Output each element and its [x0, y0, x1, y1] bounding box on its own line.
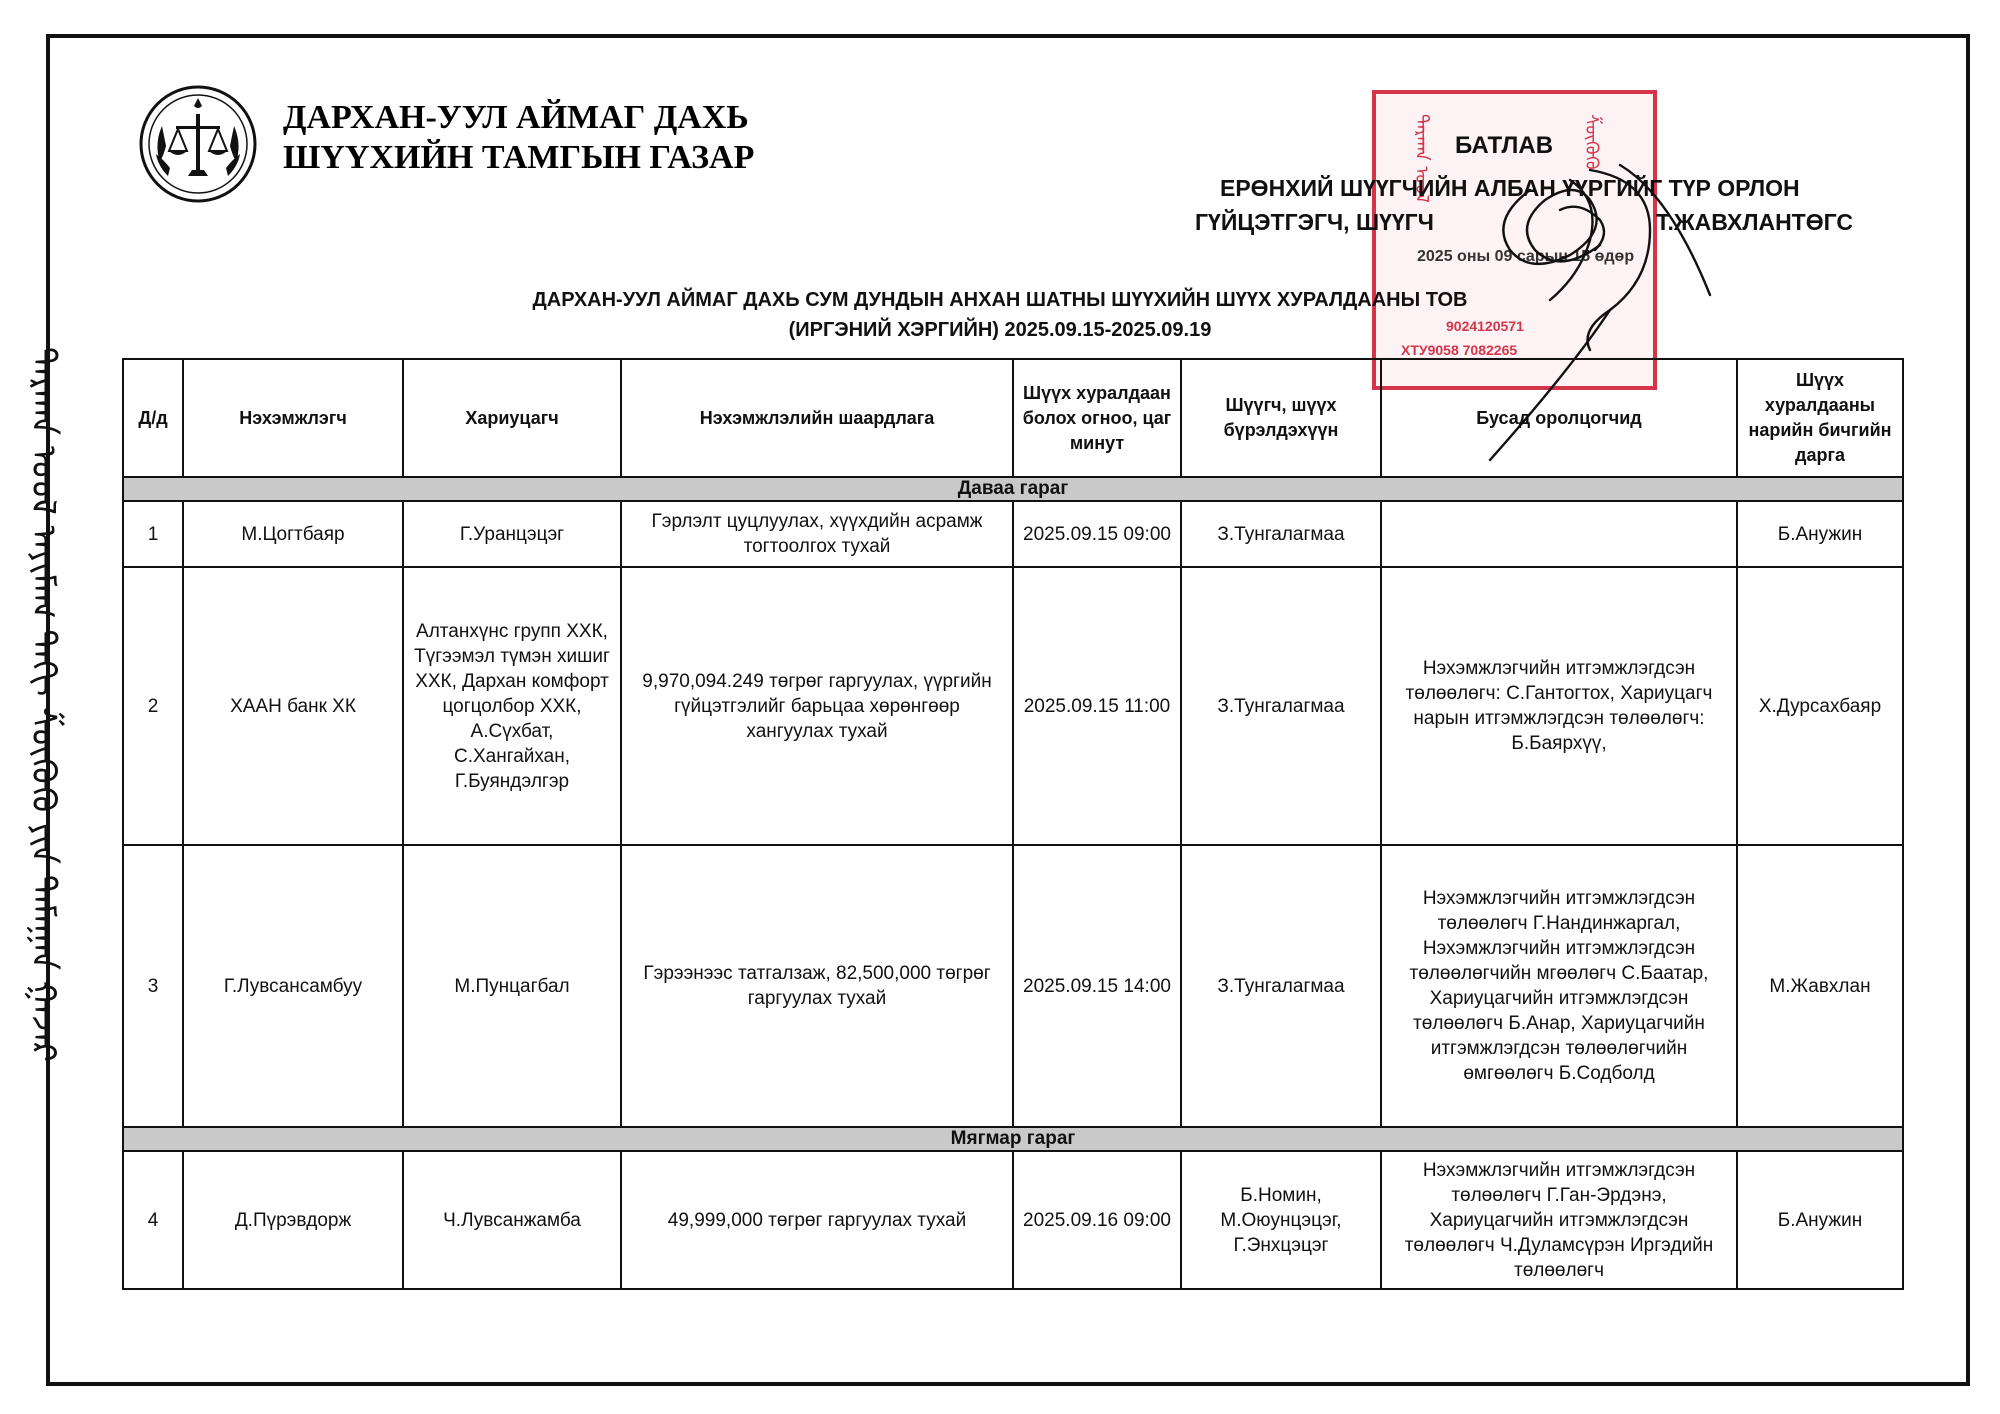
cell-judge: З.Тунгалагмаа	[1181, 501, 1381, 567]
cell-others: Нэхэмжлэгчийн итгэмжлэгдсэн төлөөлөгч Г.Ган-Эрдэнэ, Хариуцагчийн итгэмжлэгдсэн төлөөлөгч Ч.Дуламсүрэн Иргэдийн төлөөлөгч	[1381, 1151, 1737, 1289]
cell-others	[1381, 501, 1737, 567]
header-plaintiff: Нэхэмжлэгч	[183, 359, 403, 477]
cell-defendant: Алтанхүнс групп ХХК, Түгээмэл түмэн хишиг ХХК, Дархан комфорт цогцолбор ХХК, А.Сүхбат, С.Хангайхан, Г.Буяндэлгэр	[403, 567, 621, 845]
organization-name	[283, 98, 754, 178]
cell-plaintiff: ХААН банк ХК	[183, 567, 403, 845]
table-row	[123, 845, 1903, 1127]
cell-defendant: Ч.Лувсанжамба	[403, 1151, 621, 1289]
cell-datetime: 2025.09.15 14:00	[1013, 845, 1181, 1127]
document-title-line-1: ДАРХАН-УУЛ АЙМАГ ДАХЬ СУМ ДУНДЫН АНХАН ШАТНЫ ШҮҮХИЙН ШҮҮХ ХУРАЛДААНЫ ТОВ	[532, 289, 1468, 311]
header-claim: Нэхэмжлэлийн шаардлага	[621, 359, 1013, 477]
court-emblem-icon	[138, 84, 258, 204]
table-row	[123, 567, 1903, 845]
day-separator-row	[123, 477, 1903, 501]
document-title	[380, 285, 1620, 345]
document-title-line-2: (ИРГЭНИЙ ХЭРГИЙН) 2025.09.15-2025.09.19	[788, 319, 1212, 341]
table-header-row	[123, 359, 1903, 477]
table-row	[123, 1151, 1903, 1289]
cell-claim: Гэрээнээс татгалзаж, 82,500,000 төгрөг гаргуулах тухай	[621, 845, 1013, 1127]
vertical-script-margin	[8, 230, 78, 1180]
org-line-2: ШҮҮХИЙН ТАМГЫН ГАЗАР	[283, 139, 755, 176]
cell-claim: 49,999,000 төгрөг гаргуулах тухай	[621, 1151, 1013, 1289]
cell-judge: З.Тунгалагмаа	[1181, 567, 1381, 845]
mongolian-script-text: ᠳᠠᠷᠬᠠᠨ ᠤᠤᠯ ᠠᠶᠢᠮᠠᠭ ᠲᠠᠬᠢ ᠱᠦᠭᠦᠬᠦ ᠶᠢᠨ ᠲᠠᠮᠠᠭᠠᠨ ᠭᠠᠵᠠᠷ	[23, 347, 63, 1063]
header-others: Бусад оролцогчид	[1381, 359, 1737, 477]
header-defendant: Хариуцагч	[403, 359, 621, 477]
table-row	[123, 501, 1903, 567]
cell-no: 1	[123, 501, 183, 567]
header-no: Д/д	[123, 359, 183, 477]
cell-plaintiff: Г.Лувсансамбуу	[183, 845, 403, 1127]
cell-datetime: 2025.09.15 11:00	[1013, 567, 1181, 845]
cell-others: Нэхэмжлэгчийн итгэмжлэгдсэн төлөөлөгч Г.Нандинжаргал, Нэхэмжлэгчийн итгэмжлэгдсэн төлөөлөгчийн мгөөлөгч С.Баатар, Хариуцагчийн итгэмжлэгдсэн төлөөлөгч Б.Анар, Хариуцагчийн итгэмжлэгдсэн төлөөлөгчийн өмгөөлөгч Б.Содболд	[1381, 845, 1737, 1127]
approval-date: 2025 оны 09 сарын 15 өдөр	[1417, 248, 1635, 265]
cell-no: 3	[123, 845, 183, 1127]
org-line-1: ДАРХАН-УУЛ АЙМАГ ДАХЬ	[283, 99, 749, 136]
cell-secretary: Б.Анужин	[1737, 501, 1903, 567]
day-label: Даваа гараг	[123, 477, 1903, 501]
cell-others: Нэхэмжлэгчийн итгэмжлэгдсэн төлөөлөгч: С.Гантогтох, Хариуцагч нарын итгэмжлэгдсэн төлөөлөгч: Б.Баярхүү,	[1381, 567, 1737, 845]
stamp-code-2: ХТУ9058 7082265	[1401, 342, 1518, 358]
approval-position-line-2: ГҮЙЦЭТГЭГЧ, ШҮҮГЧ	[1195, 209, 1434, 235]
cell-judge: З.Тунгалагмаа	[1181, 845, 1381, 1127]
hearing-schedule-table	[122, 358, 1904, 1290]
cell-claim: 9,970,094.249 төгрөг гаргуулах, үүргийн гүйцэтгэлийг барьцаа хөрөнгөөр хангуулах тухай	[621, 567, 1013, 845]
cell-datetime: 2025.09.16 09:00	[1013, 1151, 1181, 1289]
stamp-script: ᠱᠦᠭᠦᠬᠦ	[1581, 114, 1602, 170]
approval-position-line-1: ЕРӨНХИЙ ШҮҮГЧИЙН АЛБАН ҮҮРГИЙГ ТҮР ОРЛОН	[1220, 175, 1800, 201]
cell-judge: Б.Номин, М.Оюунцэцэг, Г.Энхцэцэг	[1181, 1151, 1381, 1289]
cell-secretary: Б.Анужин	[1737, 1151, 1903, 1289]
stamp-script: ᠳᠠᠷᠬᠠᠨ ᠤᠤᠯ	[1411, 114, 1432, 203]
approval-title: БАТЛАВ	[1455, 132, 1554, 159]
cell-no: 2	[123, 567, 183, 845]
cell-datetime: 2025.09.15 09:00	[1013, 501, 1181, 567]
header-datetime: Шүүх хуралдаан болох огноо, цаг минут	[1013, 359, 1181, 477]
cell-defendant: Г.Уранцэцэг	[403, 501, 621, 567]
cell-secretary: Х.Дурсахбаяр	[1737, 567, 1903, 845]
cell-plaintiff: Д.Пүрэвдорж	[183, 1151, 403, 1289]
header-secretary: Шүүх хуралдааны нарийн бичгийн дарга	[1737, 359, 1903, 477]
header-judge: Шүүгч, шүүх бүрэлдэхүүн	[1181, 359, 1381, 477]
cell-secretary: М.Жавхлан	[1737, 845, 1903, 1127]
day-label: Мягмар гараг	[123, 1127, 1903, 1151]
stamp-code-1: 9024120571	[1446, 318, 1524, 334]
cell-claim: Гэрлэлт цуцлуулах, хүүхдийн асрамж тогтоолгох тухай	[621, 501, 1013, 567]
cell-no: 4	[123, 1151, 183, 1289]
day-separator-row	[123, 1127, 1903, 1151]
approver-name: Т.ЖАВХЛАНТӨГС	[1656, 209, 1853, 235]
cell-plaintiff: М.Цогтбаяр	[183, 501, 403, 567]
cell-defendant: М.Пунцагбал	[403, 845, 621, 1127]
